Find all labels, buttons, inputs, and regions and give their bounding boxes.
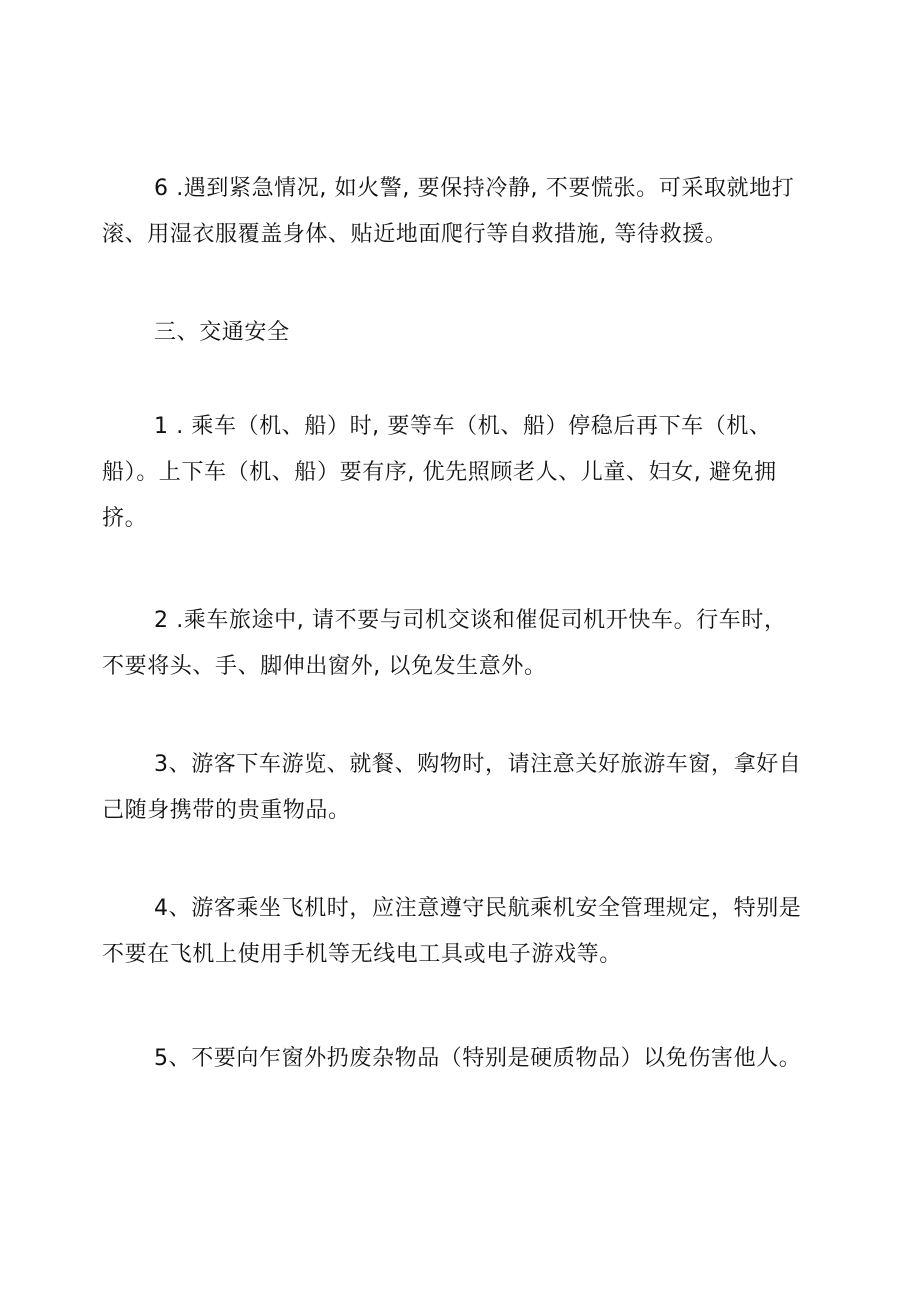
paragraph-text: 3、游客下车游览、就餐、购物时，请注意关好旅游车窗，拿好自己随身携带的贵重物品。 [102,752,802,823]
paragraph-text: 4、游客乘坐飞机时，应注意遵守民航乘机安全管理规定，特别是不要在飞机上使用手机等无线电工具或电子游戏等。 [102,896,802,967]
paragraph-text: 6 .遇到紧急情况, 如火警, 要保持冷静, 不要慌张。可采取就地打滚、用湿衣服覆盖身体、贴近地面爬行等自救措施, 等待救援。 [102,176,795,247]
paragraph-fire-emergency [102,166,802,258]
paragraph-no-littering [102,1036,802,1082]
paragraph-text: 1 . 乘车（机、船）时, 要等车（机、船）停稳后再下车（机、船）。上下车（机、船）要有序, 优先照顾老人、儿童、妇女, 避免拥挤。 [102,414,777,531]
paragraph-text: 5、不要向乍窗外扔废杂物品（特别是硬质物品）以免伤害他人。 [154,1046,802,1071]
paragraph-vehicle-windows [102,742,802,834]
paragraph-flight-rules [102,886,802,978]
paragraph-boarding-order [102,404,802,542]
paragraph-driver-safety [102,598,802,690]
paragraph-text: 2 .乘车旅途中, 请不要与司机交谈和催促司机开快车。行车时，不要将头、手、脚伸出窗外, 以免发生意外。 [102,608,787,679]
section-heading-traffic-safety: 三、交通安全 [154,320,290,345]
